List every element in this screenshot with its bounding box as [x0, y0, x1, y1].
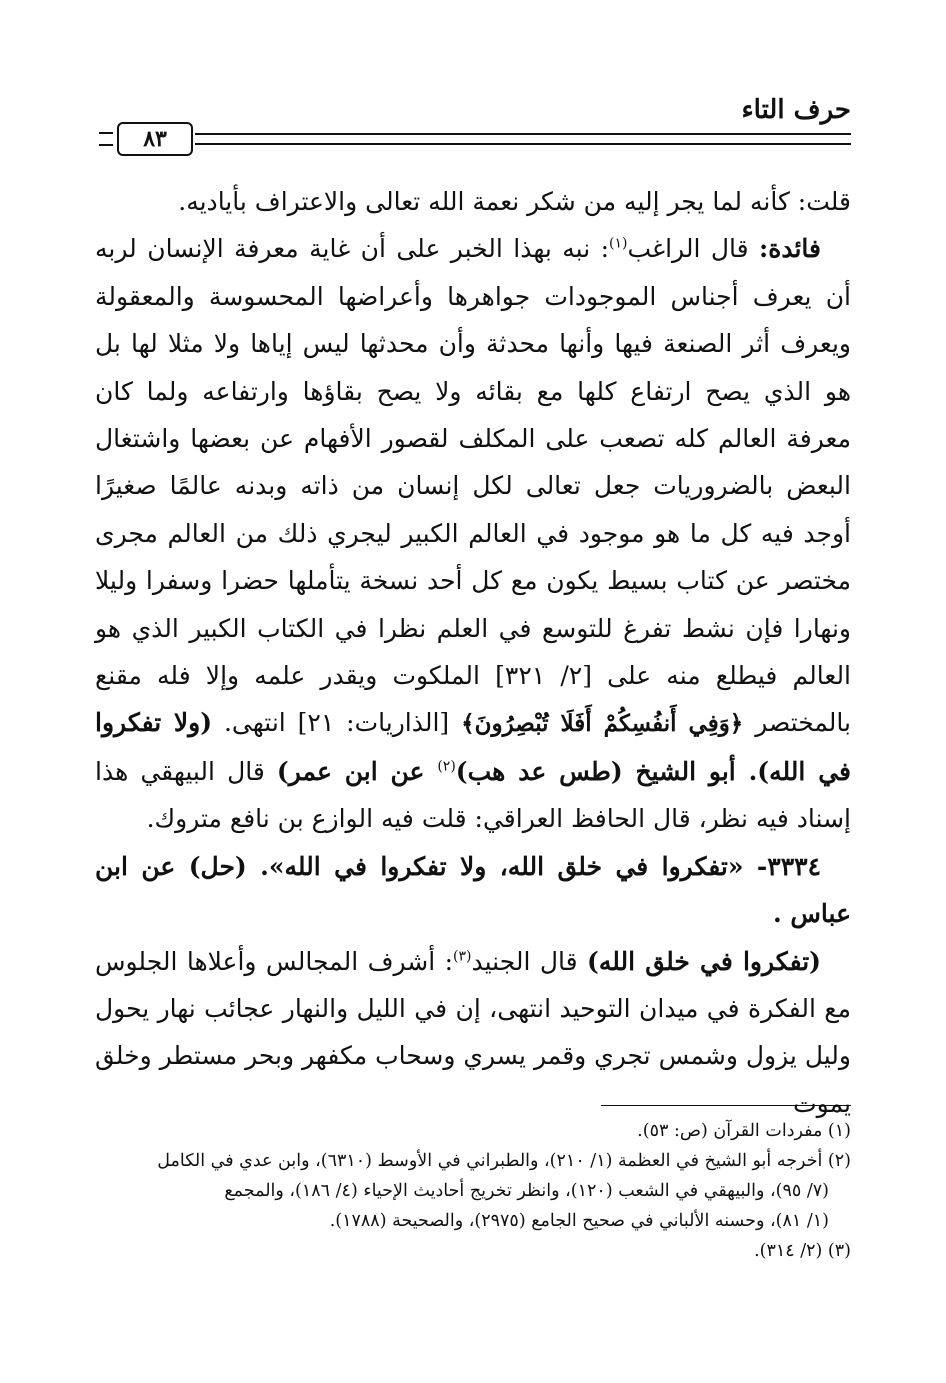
text-span: قال الراغب: [627, 234, 760, 264]
text-span: : نبه بهذا الخبر على أن غاية معرفة الإنسان لربه أن يعرف أجناس الموجودات جواهرها وأعراضها المحسوسة والمعقولة ويعرف أثر الصنعة فيها وأنها محدثة وأن محدثها ليس إياها ولا مثلا لها بل هو الذي يصح ارتفاع كلها مع بقائه ولا يصح بقاؤها وارتفاعه ولما كان معرفة العالم كله تصعب على المكلف لقصور الأفهام عن بعضها واشتغال البعض بالضروريات جعل تعالى لكل إنسان من ذاته وبدنه عالمًا صغيرًا أوجد فيه كل ما هو موجود في العالم الكبير ليجري ذلك من العالم مجرى مختصر عن كتاب بسيط يكون مع كل أحد نسخة يتأملها حضرا وسفرا وليلا ونهارا فإن نشط تفرغ للتوسع في العلم نظرا في الكتاب الكبير الذي هو العالم فيطلع منه على [٢/ ٣٢١] الملكوت ويقدر علمه وإلا فله مقنع بالمختصر: [95, 234, 852, 738]
footnote-2-line-3: (١/ ٨١)، وحسنه الألباني في صحيح الجامع (٢٩٧٥)، والصحيحة (١٧٨٨).: [329, 1211, 829, 1231]
quran-verse: ﴿وَفِي أَنفُسِكُمْ أَفَلَا تُبْصِرُونَ﴾: [461, 710, 744, 738]
paragraph-2: [95, 225, 851, 842]
footnote-ref-2: (٢): [437, 758, 456, 775]
footnote-3: (٣) (٢/ ٣١٤).: [754, 1241, 851, 1261]
footnote-ref-3: (٣): [453, 948, 472, 965]
text-span: قال الجنيد: [471, 946, 587, 976]
narrator: عن ابن عمر): [276, 756, 438, 786]
hadith-text: (ولا تفكروا في الله). أبو الشيخ (طس عد هب): [95, 708, 851, 786]
footnote-1: (١) مفردات القرآن (ص: ٥٣).: [637, 1121, 851, 1141]
page-header: [95, 92, 851, 156]
main-text: [95, 178, 851, 1127]
text-span: قال البيهقي هذا إسناد فيه نظر، قال الحافظ العراقي: قلت فيه الوازع بن نافع متروك.: [95, 756, 851, 834]
rule-end-mark: [99, 132, 113, 146]
double-rule: [195, 133, 851, 145]
footnote-ref-1: (١): [609, 236, 628, 253]
text-span: [الذاريات: ٢١] انتهى.: [212, 708, 462, 738]
hadith-3334: ٣٣٣٤- «تفكروا في خلق الله، ولا تفكروا في الله». (حل) عن ابن عباس .: [95, 851, 851, 929]
paragraph-1: قلت: كأنه لما يجر إليه من شكر نعمة الله تعالى والاعتراف بأياديه.: [178, 187, 851, 216]
footnotes: [95, 1116, 851, 1266]
header-rule: [95, 128, 851, 154]
section-title: حرف التاء: [741, 95, 851, 125]
footnote-2-line-1: (٢) أخرجه أبو الشيخ في العظمة (١/ ٢١٠)، والطبراني في الأوسط (٦٣١٠)، وابن عدي في الكامل: [157, 1151, 851, 1171]
text-span: : أشرف المجالس وأعلاها الجلوس مع الفكرة في ميدان التوحيد انتهى، إن في الليل والنهار عجائب نهار يحول وليل يزول وشمس تجري وقمر يسري وسحاب مكفهر وبحر مستطر وخلق يموت: [95, 946, 851, 1118]
footnote-separator: [601, 1105, 851, 1106]
paragraph-3: [95, 938, 851, 1128]
benefit-label: فائدة:: [759, 234, 821, 264]
hadith-quote: (تفكروا في خلق الله): [586, 946, 821, 976]
page-number: ٨٣: [117, 122, 193, 156]
footnote-2-line-2: (٧/ ٩٥)، والبيهقي في الشعب (١٢٠)، وانظر تخريج أحاديث الإحياء (٤/ ١٨٦)، والمجمع: [224, 1181, 829, 1201]
